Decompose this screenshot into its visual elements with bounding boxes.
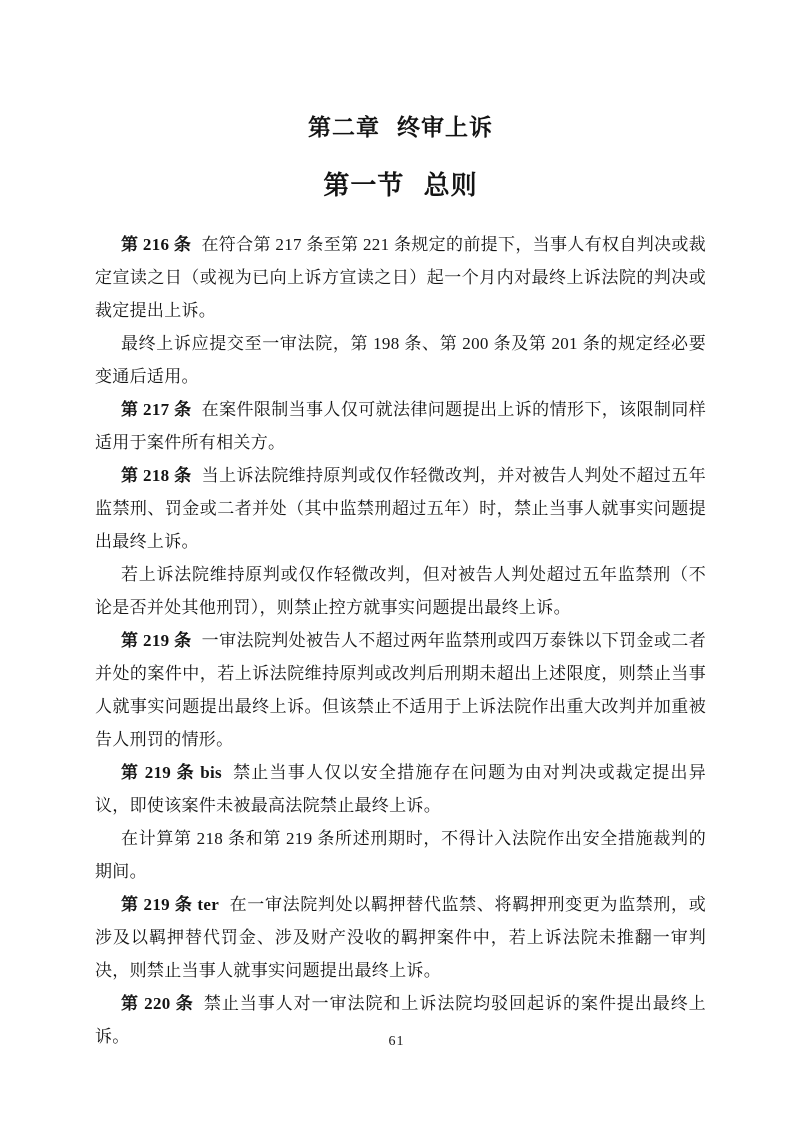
paragraph: 第 218 条 当上诉法院维持原判或仅作轻微改判，并对被告人判处不超过五年监禁刑、罚金或二者并处（其中监禁刑超过五年）时，禁止当事人就事实问题提出最终上诉。 (95, 465, 706, 551)
article-number: 第 217 条 (121, 399, 192, 419)
chapter-heading: 第二章 终审上诉 (307, 115, 494, 140)
paragraph: 第 219 条 一审法院判处被告人不超过两年监禁刑或四万泰铢以下罚金或二者并处的案件中，若上诉法院维持原判或改判后刑期未超出上述限度，则禁止当事人就事实问题提出最终上诉。但该禁止不适用于上诉法院作出重大改判并加重被告人刑罚的情形。 (95, 630, 706, 749)
paragraph: 第 220 条 禁止当事人对一审法院和上诉法院均驳回起诉的案件提出最终上诉。 (95, 993, 706, 1046)
article-number: 第 219 条 (121, 630, 192, 650)
paragraph: 第 219 条 ter 在一审法院判处以羁押替代监禁、将羁押刑变更为监禁刑，或涉及以羁押替代罚金、涉及财产没收的羁押案件中，若上诉法院未推翻一审判决，则禁止当事人就事实问题提出最终上诉。 (95, 894, 706, 980)
document-body (95, 228, 706, 1053)
article-number: 第 218 条 (121, 465, 192, 485)
paragraph: 第 217 条 在案件限制当事人仅可就法律问题提出上诉的情形下，该限制同样适用于案件所有相关方。 (95, 399, 706, 452)
paragraph: 第 219 条 bis 禁止当事人仅以安全措施存在问题为由对判决或裁定提出异议，即使该案件未被最高法院禁止最终上诉。 (95, 762, 706, 815)
page-number: 61 (388, 1034, 405, 1049)
paragraph: 在计算第 218 条和第 219 条所述刑期时，不得计入法院作出安全措施裁判的期间。 (95, 828, 706, 881)
article-number: 第 216 条 (121, 234, 192, 254)
paragraph: 若上诉法院维持原判或仅作轻微改判，但对被告人判处超过五年监禁刑（不论是否并处其他刑罚），则禁止控方就事实问题提出最终上诉。 (95, 564, 706, 617)
section-heading: 第一节 总则 (323, 170, 478, 200)
paragraph: 最终上诉应提交至一审法院，第 198 条、第 200 条及第 201 条的规定经必要变通后适用。 (95, 333, 706, 386)
document-content (95, 114, 706, 1053)
paragraph: 第 216 条 在符合第 217 条至第 221 条规定的前提下，当事人有权自判决或裁定宣读之日（或视为已向上诉方宣读之日）起一个月内对最终上诉法院的判决或裁定提出上诉。 (95, 234, 707, 320)
article-number: 第 219 条 ter (121, 894, 220, 914)
article-number: 第 219 条 bis (121, 762, 222, 782)
article-number: 第 220 条 (121, 993, 194, 1013)
